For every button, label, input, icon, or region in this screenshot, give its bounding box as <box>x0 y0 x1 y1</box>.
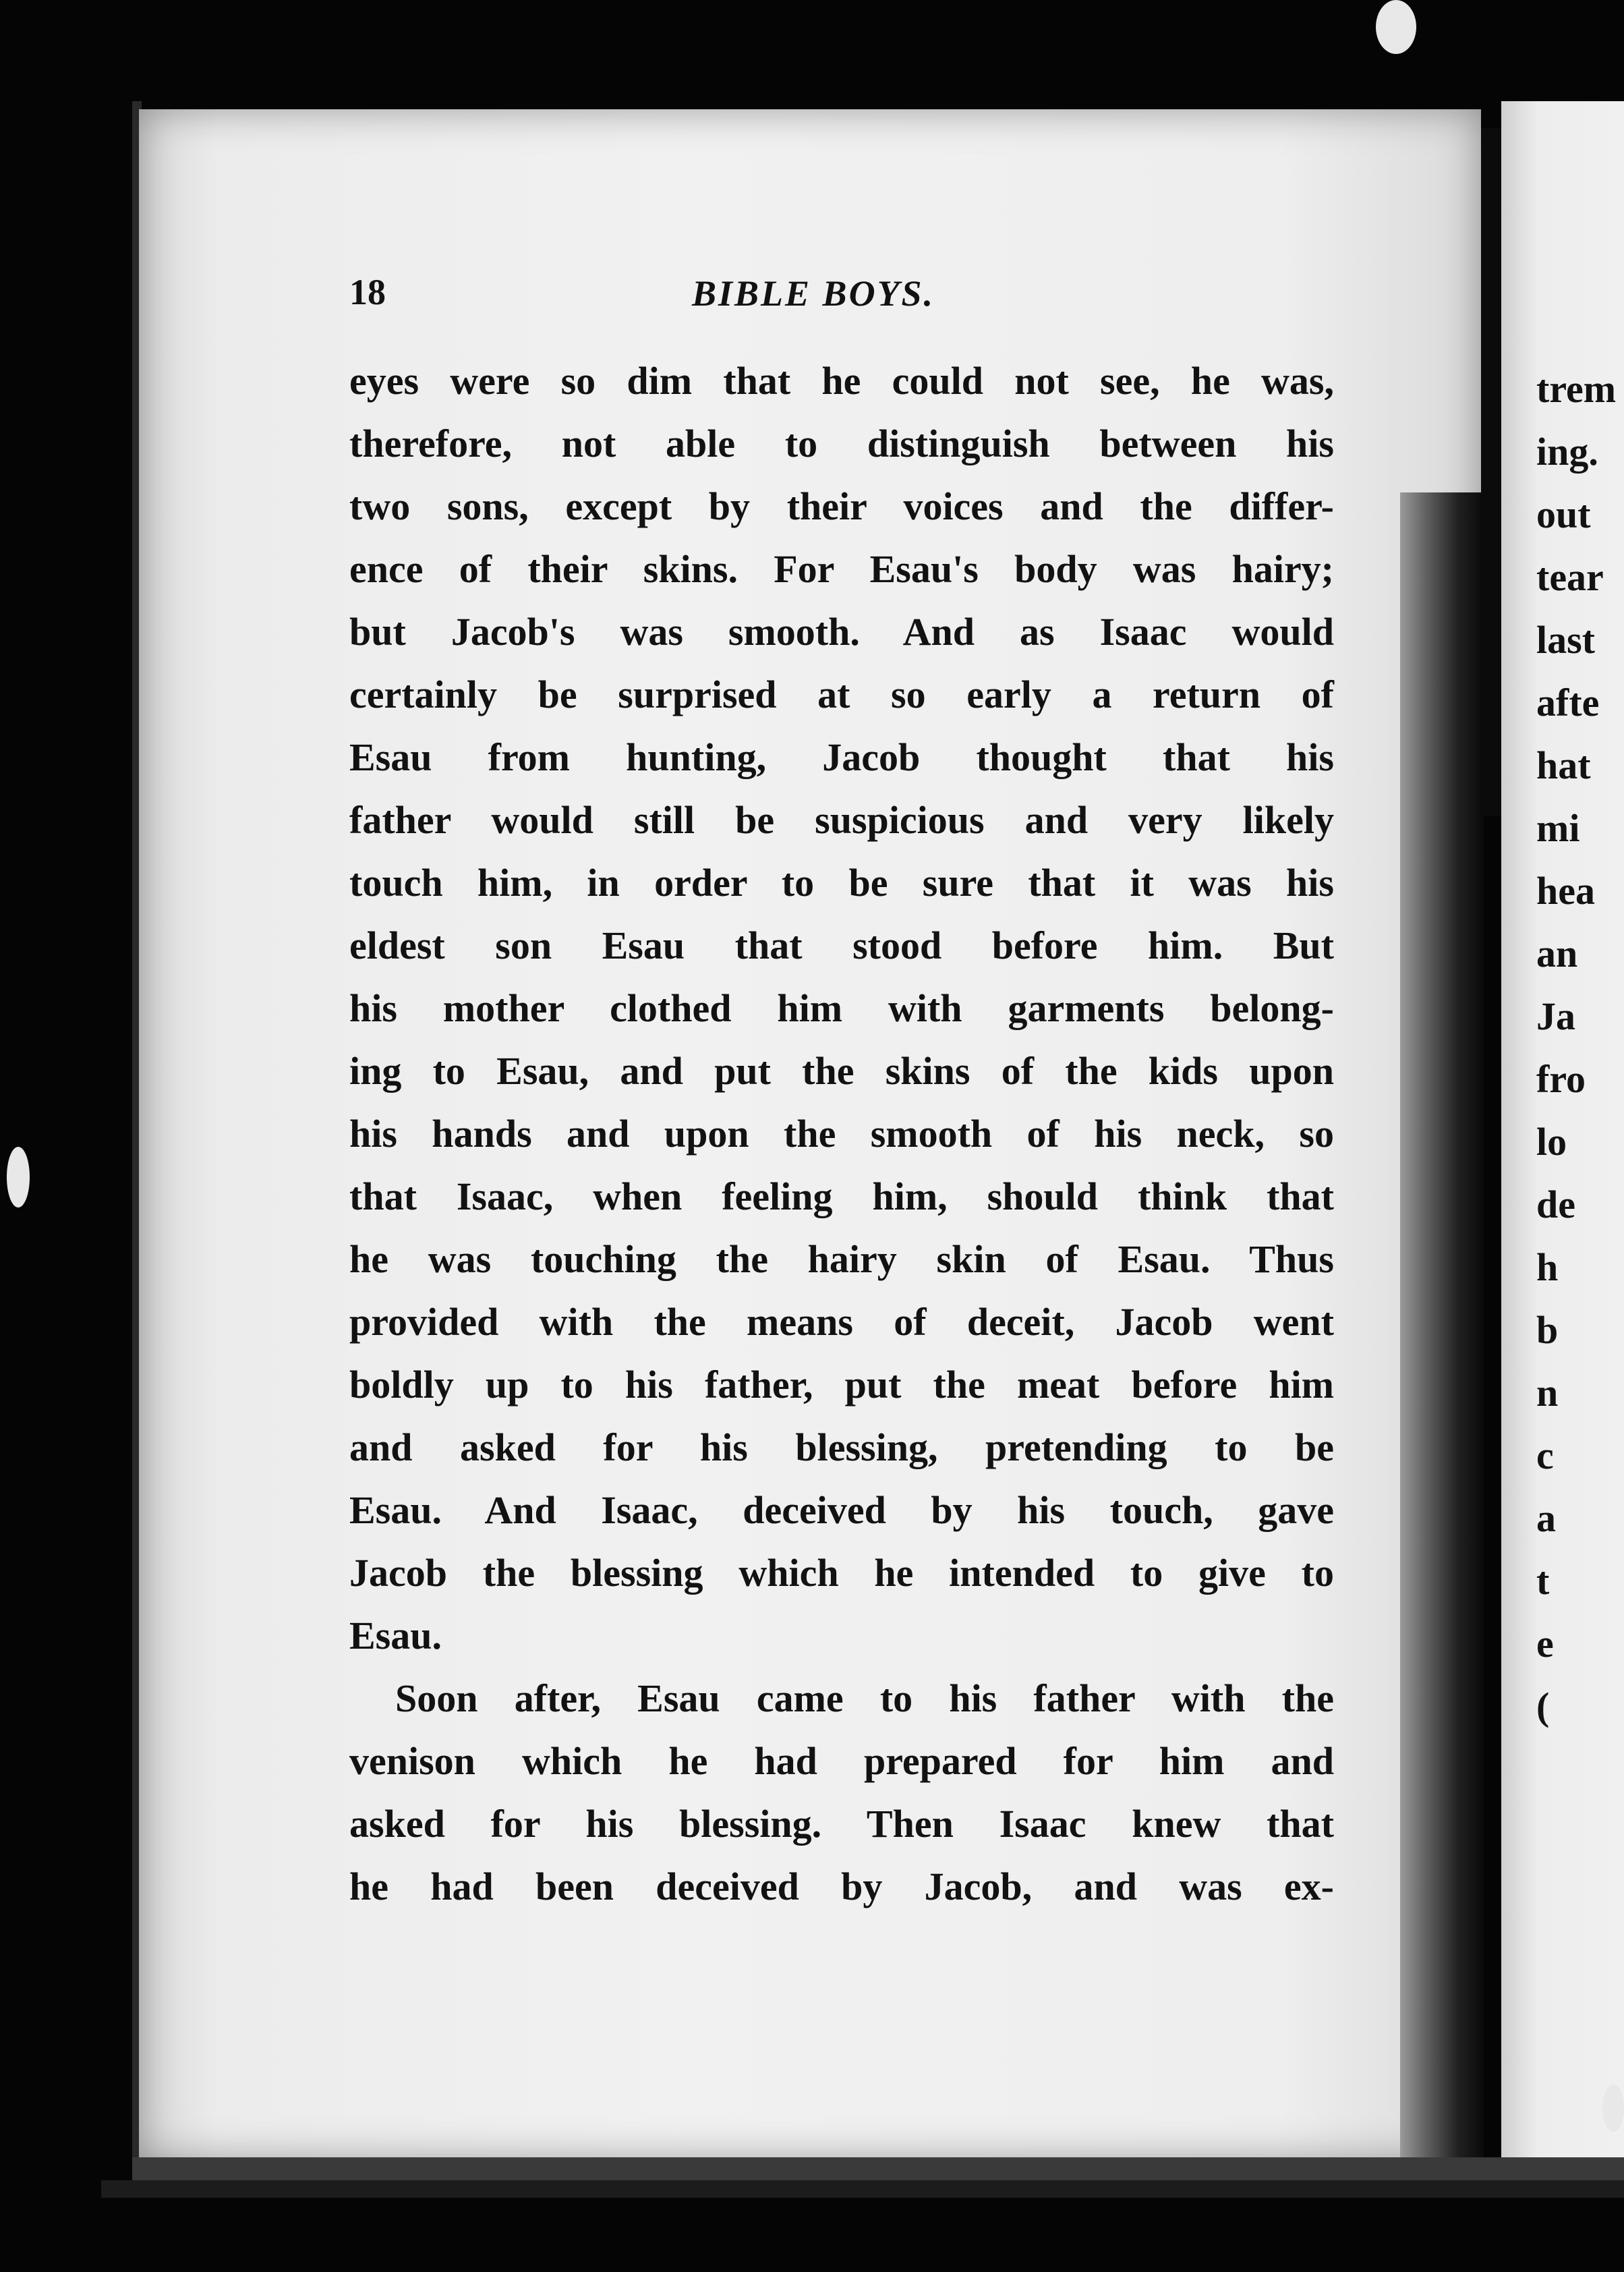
text-line: asked for his blessing. Then Isaac knew that <box>349 1802 1334 1846</box>
text-line: two sons, except by their voices and the differ- <box>349 484 1334 528</box>
text-fragment: e <box>1536 1622 1554 1666</box>
text-fragment: n <box>1536 1371 1559 1415</box>
text-fragment: out <box>1536 492 1591 536</box>
text-fragment: last <box>1536 618 1595 662</box>
text-line: ing to Esau, and put the skins of the kids upon <box>349 1049 1334 1093</box>
book-gutter <box>1400 492 1484 2159</box>
text-fragment: c <box>1536 1433 1554 1477</box>
text-fragment: b <box>1536 1308 1559 1352</box>
running-head <box>349 267 1334 321</box>
text-fragment: tear <box>1536 555 1604 599</box>
text-line: eldest son Esau that stood before him. But <box>349 924 1334 967</box>
text-fragment: afte <box>1536 681 1600 725</box>
text-line: his mother clothed him with garments belong- <box>349 986 1334 1030</box>
scan-speck <box>1602 2084 1624 2132</box>
scan-speck <box>1376 0 1416 54</box>
book-bottom-edge <box>101 2180 1624 2198</box>
text-line: ence of their skins. For Esau's body was hairy; <box>349 547 1334 591</box>
gutter-shadow <box>1481 128 1503 816</box>
text-line: provided with the means of deceit, Jacob went <box>349 1300 1334 1344</box>
text-line: boldly up to his father, put the meat before him <box>349 1363 1334 1407</box>
page-number: 18 <box>349 272 386 312</box>
text-line: and asked for his blessing, pretending to be <box>349 1425 1334 1469</box>
text-fragment: Ja <box>1536 994 1575 1038</box>
text-line: that Isaac, when feeling him, should think that <box>349 1174 1334 1218</box>
text-fragment: h <box>1536 1245 1559 1289</box>
text-line: Soon after, Esau came to his father with the <box>395 1676 1334 1720</box>
text-line: Esau from hunting, Jacob thought that his <box>349 735 1334 779</box>
text-line: he was touching the hairy skin of Esau. Thus <box>349 1237 1334 1281</box>
body-text <box>349 349 1334 1918</box>
text-line: his hands and upon the smooth of his neck, so <box>349 1112 1334 1156</box>
text-line: touch him, in order to be sure that it was his <box>349 861 1334 905</box>
text-line: he had been deceived by Jacob, and was ex- <box>349 1865 1334 1908</box>
text-fragment: t <box>1536 1559 1550 1603</box>
text-fragment: de <box>1536 1183 1575 1226</box>
text-line: Jacob the blessing which he intended to give to <box>349 1551 1334 1595</box>
page-bottom-edge <box>132 2157 1624 2180</box>
text-line: father would still be suspicious and very likely <box>349 798 1334 842</box>
text-fragment: ing. <box>1536 430 1598 474</box>
text-fragment: a <box>1536 1496 1556 1540</box>
text-line: venison which he had prepared for him and <box>349 1739 1334 1783</box>
text-fragment: mi <box>1536 806 1580 850</box>
text-fragment: ( <box>1536 1684 1550 1728</box>
running-title: BIBLE BOYS. <box>692 273 935 314</box>
text-fragment: fro <box>1536 1057 1586 1101</box>
text-line: therefore, not able to distinguish between his <box>349 422 1334 465</box>
left-page-content <box>349 267 1334 1918</box>
text-line: Esau. <box>349 1614 442 1657</box>
text-line: Esau. And Isaac, deceived by his touch, gave <box>349 1488 1334 1532</box>
text-fragment: hat <box>1536 743 1591 787</box>
text-line: certainly be surprised at so early a return of <box>349 673 1334 716</box>
text-line: eyes were so dim that he could not see, he was, <box>349 359 1334 403</box>
scan-speck <box>7 1147 30 1208</box>
text-fragment: lo <box>1536 1120 1567 1164</box>
text-fragment: hea <box>1536 869 1595 913</box>
text-fragment: trem <box>1536 367 1617 411</box>
text-fragment: an <box>1536 932 1578 975</box>
right-page-text-fragments <box>1536 358 1616 1738</box>
text-line: but Jacob's was smooth. And as Isaac would <box>349 610 1334 654</box>
